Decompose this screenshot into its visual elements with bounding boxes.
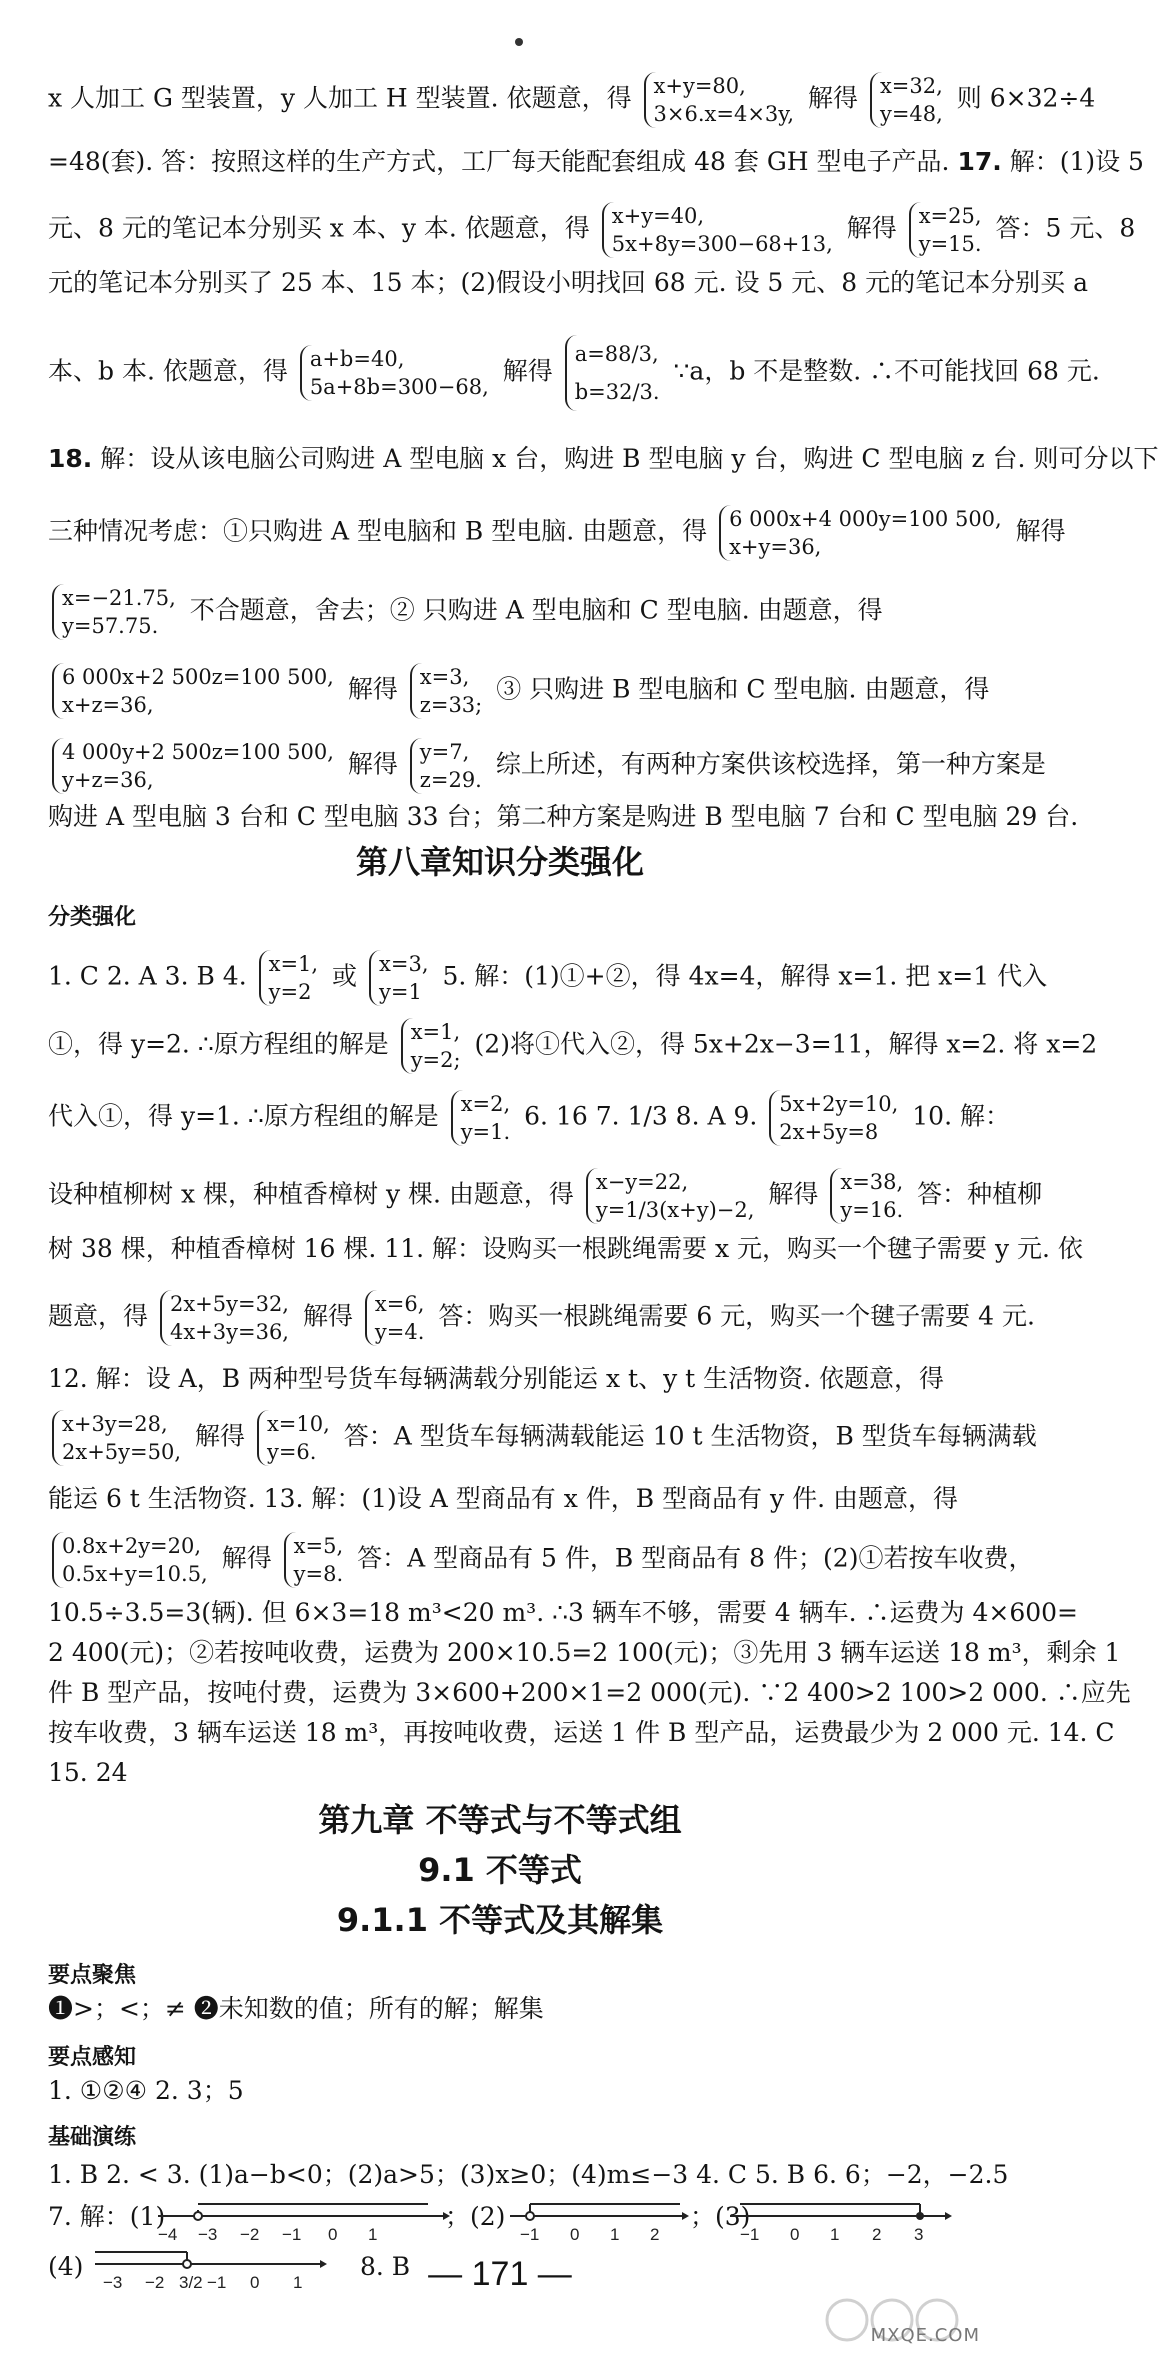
p18-line-4: 6 000x+2 500z=100 500, x+z=36, 解得 x=3, z=33; ③ 只购进 B 型电脑和 C 型电脑. 由题意，得 (48, 663, 958, 719)
ch8-line-11: 10.5÷3.5=3(辆). 但 6×3=18 m³<20 m³. ∴3 辆车不够，需要 4 辆车. ∴运费为 4×600= (48, 1598, 1079, 1627)
tick-label: 1 (610, 2225, 620, 2244)
p17-line-2: 元的笔记本分别买了 25 本、15 本；(2)假设小明找回 68 元. 设 5 元、8 元的笔记本分别买 a (48, 268, 1088, 297)
perception-answers: 1. ①②④ 2. 3；5 (48, 2076, 244, 2105)
equation-system: x+3y=28, 2x+5y=50, (52, 1410, 181, 1466)
p18-line-3: x=−21.75, y=57.75. 不合题意，舍去；② 只购进 A 型电脑和 C 型电脑. 由题意，得 (48, 584, 958, 640)
label-key-points: 要点聚焦 (48, 1963, 137, 1988)
ch8-line-2: ①，得 y=2. ∴原方程组的解是 x=1, y=2; (2)将①代入②，得 5x+2x−3=11，解得 x=2. 将 x=2 (48, 1020, 1098, 1072)
ch8-line-7: 12. 解：设 A，B 两种型号货车每辆满载分别能运 x t、y t 生活物资. 依题意，得 (48, 1364, 945, 1393)
solution-system: x=3, z=33; (410, 663, 482, 719)
subsection-9-1-1-title: 9.1.1 不等式及其解集 (336, 1901, 664, 1939)
tick-label: −3 (198, 2225, 218, 2244)
ch8-line-15: 15. 24 (48, 1758, 128, 1787)
p16-line-1: x 人加工 G 型装置，y 人加工 H 型装置. 依题意，得 x+y=80, 3×6.x=4×3y, 解得 x=32, y=48, 则 6×32÷4 (48, 74, 1096, 126)
solution-system: x=2, y=1. (451, 1090, 511, 1146)
text: x 人加工 G 型装置，y 人加工 H 型装置. 依题意，得 (48, 83, 632, 113)
tick-label: −1 (740, 2225, 760, 2244)
equation-system: a+b=40, 5a+8b=300−68, (300, 345, 489, 401)
solution-system: x=38, y=16. (830, 1168, 903, 1224)
p17-line-1: 元、8 元的笔记本分别买 x 本、y 本. 依题意，得 x+y=40, 5x+8y=300−68+13, 解得 x=25, y=15. 答：5 元、8 (48, 204, 1136, 256)
basic-practice-answers: 1. B 2. < 3. (1)a−b<0；(2)a>5；(3)x≥0；(4)m≤−3 4. C 5. B 6. 6；−2，−2.5 (48, 2160, 1009, 2189)
tick-label: 1 (368, 2225, 378, 2244)
tick-label: −2 (145, 2273, 165, 2292)
q8-answer: 8. B (360, 2252, 411, 2281)
q7-part2: ；(2) (445, 2202, 506, 2231)
solution-system: y=7, z=29. (410, 738, 482, 794)
tick-label: 0 (328, 2225, 338, 2244)
q7-part3: ；(3) (690, 2202, 751, 2231)
solution-system: x=1, y=2; (401, 1018, 461, 1074)
label-basic-practice: 基础演练 (48, 2125, 137, 2150)
equation-system: 2x+5y=32, 4x+3y=36, (160, 1290, 289, 1346)
solution-system: x=−21.75, y=57.75. (52, 584, 176, 640)
solution-system: x=32, y=48, (870, 72, 943, 128)
label-perception: 要点感知 (48, 2045, 137, 2070)
solution-system: a=88/3, b=32/3. (565, 335, 660, 411)
ch8-line-3: 代入①，得 y=1. ∴原方程组的解是 x=2, y=1. 6. 16 7. 1/3 8. A 9. 5x+2y=10, 2x+5y=8 10. 解： (48, 1092, 1010, 1144)
equation-system: x+y=80, 3×6.x=4×3y, (644, 72, 795, 128)
chapter9-title: 第九章 不等式与不等式组 (318, 1801, 682, 1839)
tick-label: 3 (914, 2225, 924, 2244)
solution-system: x=1, y=2 (259, 950, 318, 1006)
equation-system: 4 000y+2 500z=100 500, y+z=36, (52, 738, 334, 794)
tick-label: −1 (207, 2273, 227, 2292)
tick-label: 2 (650, 2225, 660, 2244)
ch8-line-13: 件 B 型产品，按吨付费，运费为 3×600+200×1=2 000(元). ∵2 400>2 100>2 000. ∴应先 (48, 1678, 1131, 1707)
ch8-line-12: 2 400(元)；②若按吨收费，运费为 200×10.5=2 100(元)；③先用 3 辆车运送 18 m³，剩余 1 (48, 1638, 1121, 1667)
p18-line-5: 4 000y+2 500z=100 500, y+z=36, 解得 y=7, z=29. 综上所述，有两种方案供该校选择，第一种方案是 (48, 738, 958, 794)
tick-label: 0 (790, 2225, 800, 2244)
p18-line-2: 三种情况考虑：①只购进 A 型电脑和 B 型电脑. 由题意，得 6 000x+4 000y=100 500, x+y=36, 解得 (48, 507, 1066, 559)
q7-label: 7. 解：(1) (48, 2202, 166, 2231)
solution-system: x=6, y=4. (365, 1290, 425, 1346)
ch8-line-14: 按车收费，3 辆车运送 18 m³，再按吨收费，运送 1 件 B 型产品，运费最少为 2 000 元. 14. C (48, 1718, 1115, 1747)
equation-system: x−y=22, y=1/3(x+y)−2, (586, 1168, 755, 1224)
p17-line-3: 本、b 本. 依题意，得 a+b=40, 5a+8b=300−68, 解得 a=88/3, b=32/3. ∵a，b 不是整数. ∴不可能找回 68 元. (48, 335, 958, 411)
problem-number: 17. (957, 147, 1002, 176)
watermark-text: MXQE.COM (870, 2325, 980, 2346)
tick-label: 0 (250, 2273, 260, 2292)
chapter8-title: 第八章知识分类强化 (355, 843, 644, 881)
ch8-line-10: 0.8x+2y=20, 0.5x+y=10.5, 解得 x=5, y=8. 答：A 型商品有 5 件，B 型商品有 8 件；(2)①若按车收费， (48, 1532, 958, 1588)
number-line-3 (730, 2196, 960, 2246)
equation-system: x+y=40, 5x+8y=300−68+13, (602, 202, 833, 258)
solution-system: x=10, y=6. (257, 1410, 330, 1466)
p18-line-6: 购进 A 型电脑 3 台和 C 型电脑 33 台；第二种方案是购进 B 型电脑 7 台和 C 型电脑 29 台. (48, 802, 1079, 831)
tick-label: 1 (830, 2225, 840, 2244)
page-number: — 171 — (428, 2255, 572, 2293)
equation-system: 0.8x+2y=20, 0.5x+y=10.5, (52, 1532, 208, 1588)
section-label: 分类强化 (48, 905, 137, 930)
tick-label: −4 (158, 2225, 178, 2244)
ch8-line-4: 设种植柳树 x 棵，种植香樟树 y 棵. 由题意，得 x−y=22, y=1/3(x+y)−2, 解得 x=38, y=16. 答：种植柳 (48, 1170, 1043, 1222)
tick-label: −1 (282, 2225, 302, 2244)
tick-label: −1 (520, 2225, 540, 2244)
solution-system: x=3, y=1 (369, 950, 428, 1006)
ch8-line-9: 能运 6 t 生活物资. 13. 解：(1)设 A 型商品有 x 件，B 型商品有 y 件. 由题意，得 (48, 1484, 958, 1513)
scan-dot (515, 38, 523, 46)
equation-system: 5x+2y=10, 2x+5y=8 (769, 1090, 898, 1146)
equation-system: 6 000x+2 500z=100 500, x+z=36, (52, 663, 334, 719)
equation-system: 6 000x+4 000y=100 500, x+y=36, (719, 505, 1002, 561)
section-9-1-title: 9.1 不等式 (418, 1851, 582, 1889)
solution-system: x=25, y=15. (909, 202, 982, 258)
number-line-2 (510, 2196, 690, 2246)
q7-part4: (4) (48, 2252, 84, 2281)
problem-number: 18. (48, 444, 93, 473)
ch8-line-5: 树 38 棵，种植香樟树 16 棵. 11. 解：设购买一根跳绳需要 x 元，购买一个毽子需要 y 元. 依 (48, 1234, 1083, 1263)
ch8-line-6: 题意，得 2x+5y=32, 4x+3y=36, 解得 x=6, y=4. 答：购买一根跳绳需要 6 元，购买一个毽子需要 4 元. (48, 1292, 1035, 1344)
solution-system: x=5, y=8. (284, 1532, 344, 1588)
p18-line-1: 18. 解：设从该电脑公司购进 A 型电脑 x 台，购进 B 型电脑 y 台，购进 C 型电脑 z 台. 则可分以下 (48, 444, 1158, 473)
ch8-line-8: x+3y=28, 2x+5y=50, 解得 x=10, y=6. 答：A 型货车每辆满载能运 10 t 生活物资，B 型货车每辆满载 (48, 1410, 958, 1466)
tick-label: 0 (570, 2225, 580, 2244)
tick-label: 1 (293, 2273, 303, 2292)
tick-label: −3 (103, 2273, 123, 2292)
tick-label: −2 (240, 2225, 260, 2244)
key-points-answers: ❶>；<；≠ ❷未知数的值；所有的解；解集 (48, 1994, 544, 2023)
number-line-1 (158, 2196, 448, 2246)
tick-label: 3/2 (179, 2273, 203, 2292)
ch8-line-1: 1. C 2. A 3. B 4. x=1, y=2 或 x=3, y=1 5. 解：(1)①+②，得 4x=4，解得 x=1. 把 x=1 代入 (48, 952, 1048, 1004)
tick-label: 2 (872, 2225, 882, 2244)
p16-line-2: =48(套). 答：按照这样的生产方式，工厂每天能配套组成 48 套 GH 型电子产品. 17. 解：(1)设 5 (48, 147, 1144, 176)
